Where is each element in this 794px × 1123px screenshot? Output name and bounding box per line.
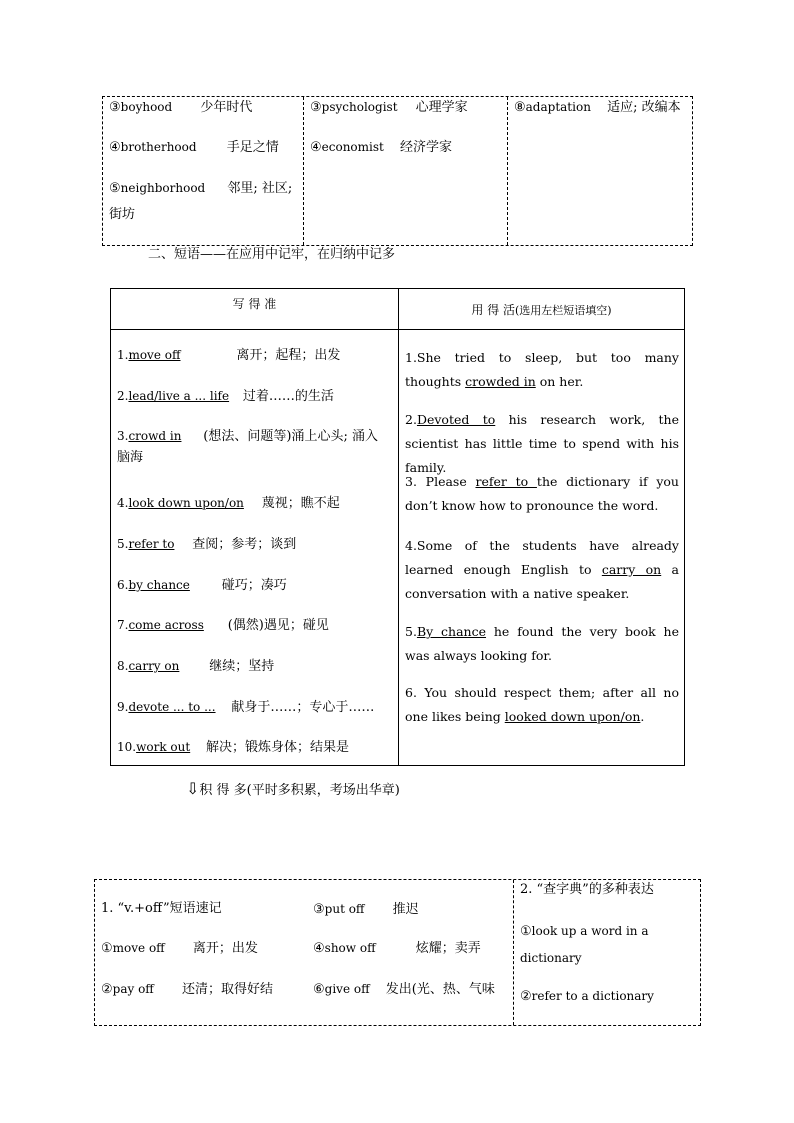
- dictionary-item: ①look up a word in a: [520, 924, 649, 939]
- phrase-row: 8.carry on 继续；坚持: [117, 659, 275, 674]
- sentence-2: 2.Devoted to his research work, the scientist has little time to spend with his family.: [405, 412, 679, 475]
- offphrase-item: ⑥give off 发出(光、热、气味: [313, 982, 495, 997]
- phrase-row: 3.crowd in (想法、问题等)涌上心头; 涌入: [117, 429, 378, 444]
- top-col-1: [103, 97, 303, 245]
- bottom-box: [94, 879, 701, 1026]
- bottom-title-1: 1. “v.+off”短语速记: [101, 901, 222, 916]
- top-vocab-box: [102, 96, 693, 246]
- bottom-right: [513, 880, 700, 1025]
- header-right: 用 得 活(选用左栏短语填空): [399, 289, 685, 330]
- top-col-2: [303, 97, 507, 245]
- phrase-list-cell: [111, 330, 399, 766]
- vocab-item: ③psychologist 心理学家: [310, 100, 468, 115]
- offphrase-item: ③put off 推迟: [313, 902, 419, 917]
- phrase-row-cont: 脑海: [117, 450, 144, 465]
- offphrase-item: ②pay off 还清；取得好结: [101, 982, 273, 997]
- top-col-3: [507, 97, 692, 245]
- header-left: 写 得 准: [111, 289, 399, 330]
- down-arrow-icon: ⇩: [186, 779, 200, 798]
- offphrase-item: ④show off 炫耀；卖弄: [313, 941, 481, 956]
- accumulate-heading: ⇩积 得 多(平时多积累，考场出华章): [186, 779, 400, 798]
- phrase-row: 7.come across (偶然)遇见；碰见: [117, 618, 329, 633]
- sentence-5: 5.By chance he found the very book he was always looking for.: [405, 624, 679, 663]
- phrase-row: 9.devote ... to ... 献身于……；专心于……: [117, 700, 375, 715]
- sentence-list-cell: [399, 330, 685, 766]
- phrase-row: 10.work out 解决；锻炼身体；结果是: [117, 740, 350, 755]
- sentence-1: 1.She tried to sleep, but too many thoughts crowded in on her.: [405, 350, 679, 389]
- phrase-row: 2.lead/live a ... life 过着……的生活: [117, 389, 334, 404]
- offphrase-item: ①move off 离开；出发: [101, 941, 258, 956]
- vocab-item: ③boyhood 少年时代: [109, 100, 253, 115]
- section-title: 二、短语——在应用中记牢，在归纳中记多: [148, 247, 396, 262]
- phrase-row: 5.refer to 查阅；参考；谈到: [117, 537, 297, 552]
- dictionary-item-cont: dictionary: [520, 951, 582, 965]
- vocab-item-cont: 街坊: [109, 207, 136, 222]
- sentence-3: 3. Please refer to the dictionary if you don’t know how to pronounce the word.: [405, 474, 679, 513]
- vocab-item: ⑧adaptation 适应; 改编本: [514, 100, 681, 115]
- bottom-title-2: 2. “查字典”的多种表达: [520, 882, 654, 897]
- dictionary-item: ②refer to a dictionary: [520, 989, 654, 1004]
- phrase-row: 4.look down upon/on 蔑视；瞧不起: [117, 496, 340, 511]
- vocab-item: ④economist 经济学家: [310, 140, 453, 155]
- phrase-row: 6.by chance 碰巧；凑巧: [117, 578, 287, 593]
- bottom-left: [95, 880, 513, 1025]
- vocab-item: ④brotherhood 手足之情: [109, 140, 279, 155]
- sentence-6: 6. You should respect them; after all no one likes being looked down upon/on.: [405, 685, 679, 724]
- sentence-4: 4.Some of the students have already learned enough English to carry on a conversation with a native speaker.: [405, 538, 679, 601]
- vocab-item: ⑤neighborhood 邻里; 社区;: [109, 181, 293, 196]
- phrase-row: 1.move off 离开；起程；出发: [117, 348, 341, 363]
- phrase-table: [110, 288, 685, 766]
